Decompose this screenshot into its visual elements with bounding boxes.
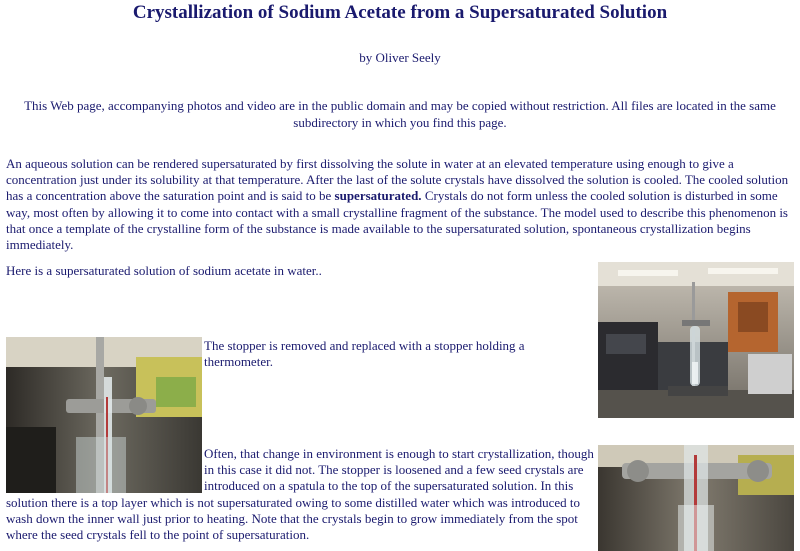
photo-supersaturated-solution [598,262,794,418]
step3-text: Often, that change in environment is enough to start crystallization, though in this case it did not. The stopper is loosened and a few seed crystals are introduced on a spatula to the top of the supersaturated solution. In this solution there is a top layer which is not supersaturated owing to some distilled water which was introduced to wash down the inner wall just prior to heating. Note that the crystals begin to grow immediately from the spot where the seed crystals fell to the point of supersaturation. [6,446,594,543]
supersaturated-term: supersaturated. [334,188,422,204]
photo-seed-crystals [598,445,794,551]
intro-text-before: An aqueous solution can be rendered supersaturated by first dissolving the solute in water at an elevated temperature using enough to give a concentration just under its solubility at that temperature. After the last of the solute crystals have dissolved the solution is cooled. The cooled solution has a concentration above the saturation point and is said to be [6,156,789,204]
step3-text-block [6,446,596,543]
step1-text: Here is a supersaturated solution of sodium acetate in water.. [6,263,322,278]
step2-text: The stopper is removed and replaced with a stopper holding a thermometer. [204,338,525,369]
intro-text-after: Crystals do not form unless the cooled solution is disturbed in some way, most often by allowing it to come into contact with a small crystalline fragment of the substance. The model used to describe this phenomenon is that once a template of the crystalline form of the substance is made available to the supersaturated solution, spontaneous crystallization begins immediately. [6,188,788,253]
author-byline: by Oliver Seely [359,50,441,65]
public-domain-notice: This Web page, accompanying photos and video are in the public domain and may be copied without restriction. All files are located in the same subdirectory in which you find this page. [24,98,776,130]
page-title: Crystallization of Sodium Acetate from a Supersaturated Solution [132,2,668,23]
intro-paragraph [6,156,794,253]
